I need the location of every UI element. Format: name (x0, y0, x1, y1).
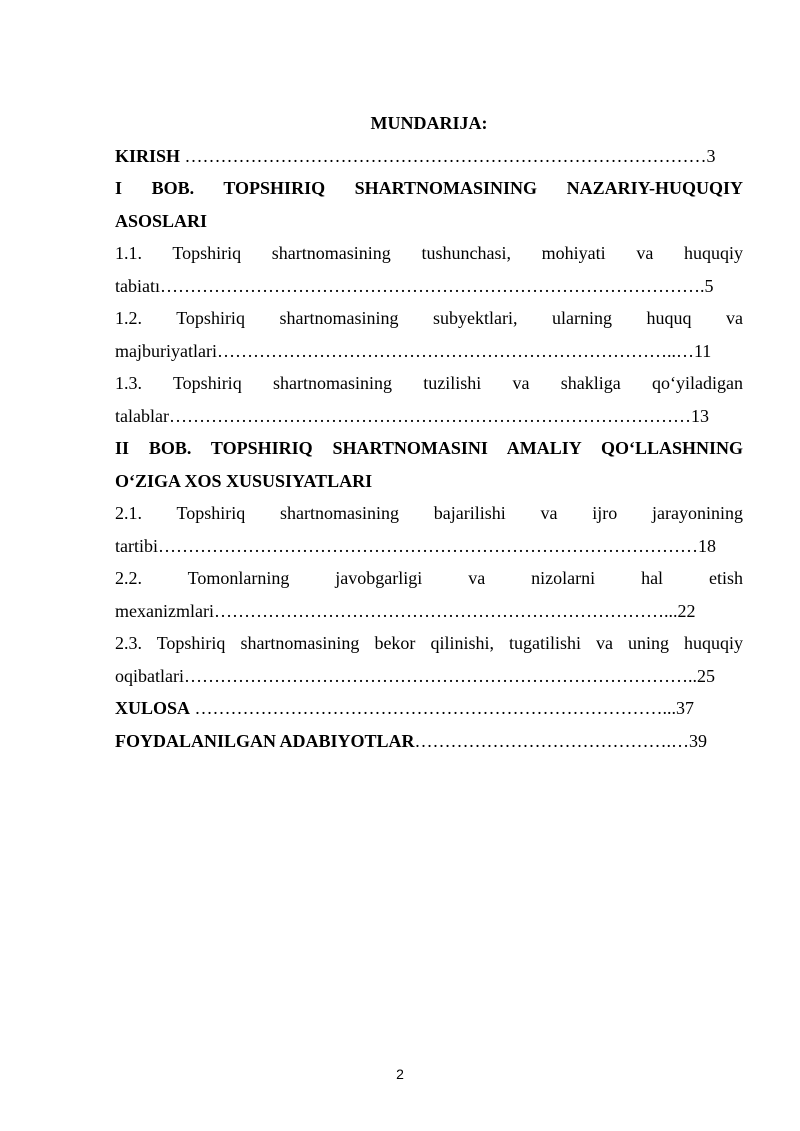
toc-entry-intro-leader: ……………………………………………………………………………3 (180, 145, 716, 166)
toc-entry-intro (115, 140, 743, 173)
toc-section-2-2-line-2: mexanizmlari…………………………………………………………………...22 (115, 600, 696, 621)
toc-title: MUNDARIJA: (370, 113, 488, 133)
toc-entry-references-leader: …………………………………….…39 (414, 730, 708, 751)
toc-section-1-1-line-2: tabiatı……………………………………………………………………………….5 (115, 275, 714, 296)
toc-chapter-1-line-1: I BOB. TOPSHIRIQ SHARTNOMASINING NAZARIY-HUQUQIY (115, 178, 743, 198)
toc-section-1-3-line-2: talablar……………………………………………………………………………13 (115, 405, 709, 426)
toc-entry-conclusion-leader: ……………………………………………………………………...37 (190, 698, 695, 718)
toc-section-1-1-line-1: 1.1. Topshiriq shartnomasining tushunchasi, mohiyati va huquqiy (115, 243, 743, 263)
toc-section-2-1-line-1: 2.1. Topshiriq shartnomasining bajarilishi va ijro jarayonining (115, 503, 743, 523)
toc-section-1-3-line-1: 1.3. Topshiriq shartnomasining tuzilishi va shakliga qo‘yiladigan (115, 373, 743, 393)
toc-section-2-1-line-2: tartibi………………………………………………………………………………18 (115, 535, 716, 556)
toc-entry-references (115, 725, 743, 758)
toc-chapter-2-line-1: II BOB. TOPSHIRIQ SHARTNOMASINI AMALIY QO‘LLASHNING (115, 438, 743, 458)
toc-section-1-2-line-1: 1.2. Topshiriq shartnomasining subyektlari, ularning huquq va (115, 308, 743, 328)
toc-section-2-2-line-1: 2.2. Tomonlarning javobgarligi va nizolarni hal etish (115, 568, 743, 588)
toc-chapter-2-line-2: O‘ZIGA XOS XUSUSIYATLARI (115, 470, 373, 491)
toc-entry-references-label: FOYDALANILGAN ADABIYOTLAR (115, 730, 415, 751)
toc-section-2-3-line-1: 2.3. Topshiriq shartnomasining bekor qilinishi, tugatilishi va uning huquqiy (115, 633, 743, 653)
toc-entry-intro-label: KIRISH (115, 145, 181, 166)
toc-section-1-2-line-2: majburiyatlari…………………………………………………………………..…11 (115, 340, 712, 361)
page-number: 2 (396, 1066, 404, 1082)
toc-section-2-3-line-2: oqibatlari…………………………………………………………………………..25 (115, 665, 715, 686)
table-of-contents (115, 107, 743, 757)
toc-entry-conclusion (115, 692, 743, 725)
toc-entry-conclusion-label: XULOSA (115, 698, 191, 718)
toc-chapter-1-line-2: ASOSLARI (115, 210, 208, 231)
